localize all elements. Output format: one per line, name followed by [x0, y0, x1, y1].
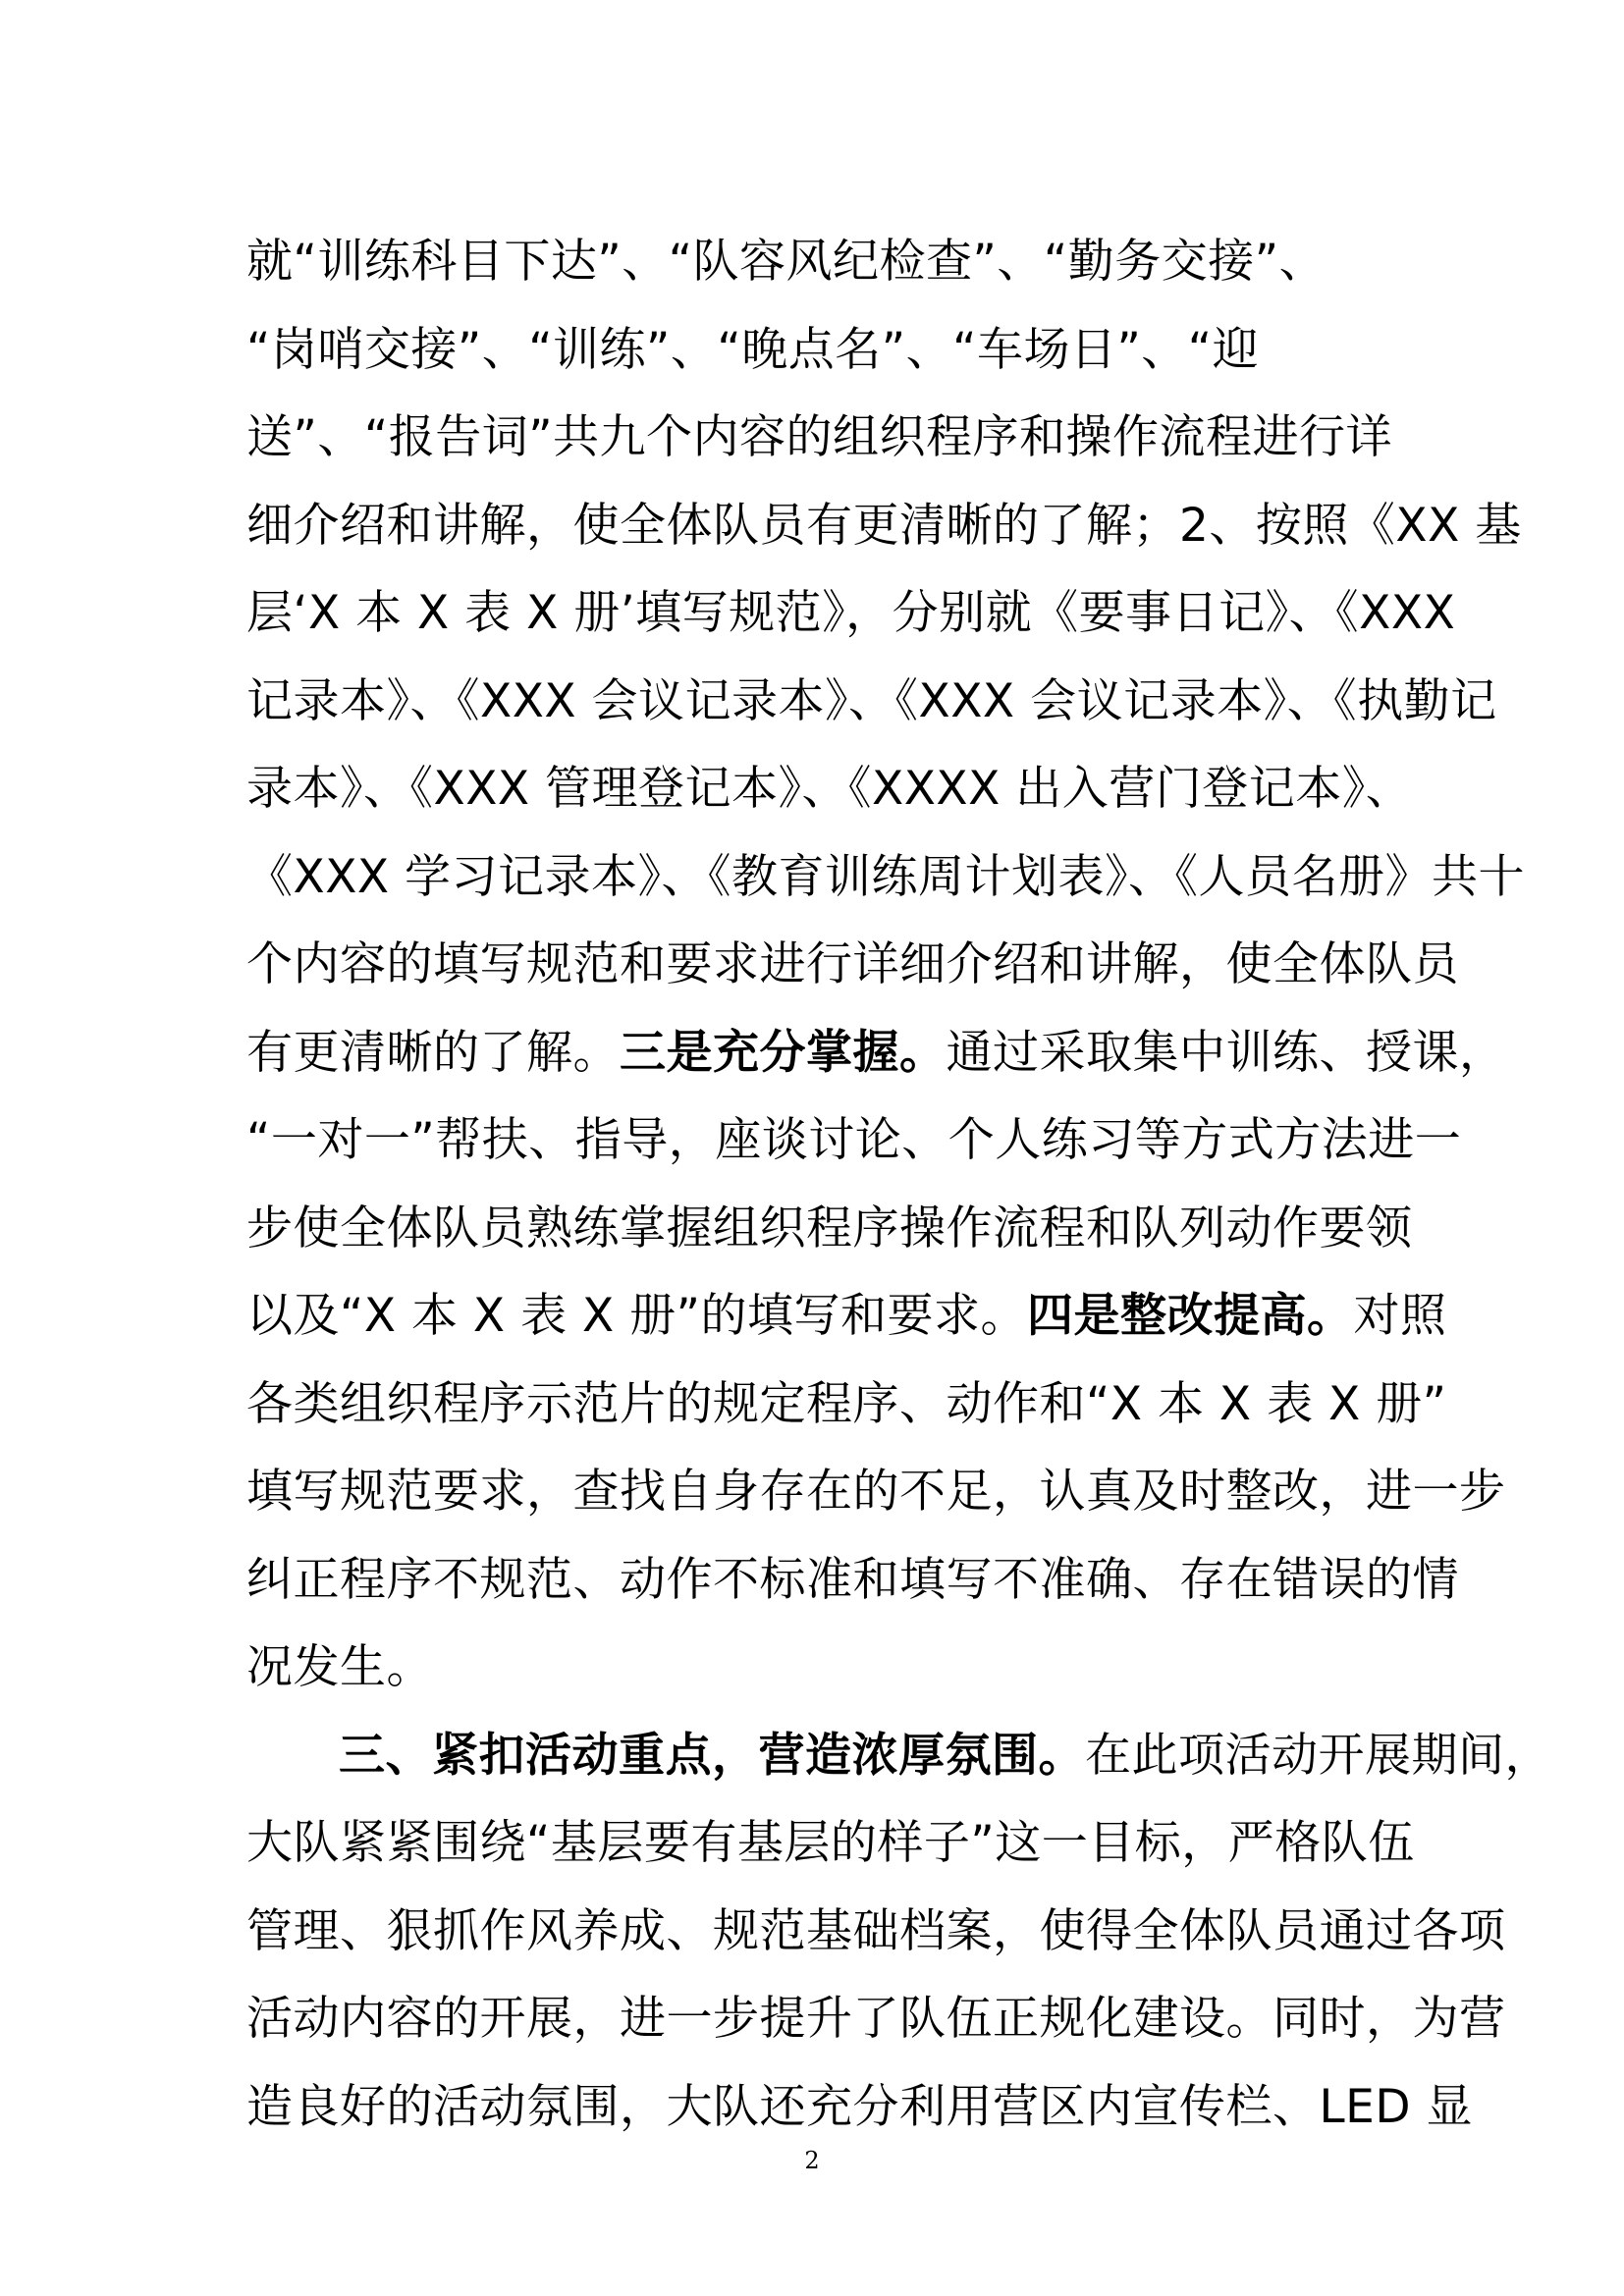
- text-line: [246, 1096, 1462, 1185]
- body-text: [246, 218, 1551, 2151]
- text-line: [246, 482, 1522, 570]
- text-line: [246, 833, 1526, 922]
- text-segment: 造良好的活动氛围，大队还充分利用营区内宣传栏、LED 显: [246, 2079, 1474, 2134]
- text-segment: 录本》、《XXX 管理登记本》、《XXXX 出入营门登记本》、: [246, 762, 1413, 816]
- text-segment: 况发生。: [246, 1640, 433, 1694]
- text-line: [246, 218, 1385, 306]
- bold-text: 三、紧扣活动重点，营造浓厚氛围。: [339, 1728, 1085, 1783]
- text-segment: 大队紧紧围绕“基层要有基层的样子”这一目标，严格队伍: [246, 1816, 1415, 1870]
- text-segment: 有更清晰的了解。: [246, 1025, 620, 1080]
- text-segment: 步使全体队员熟练掌握组织程序操作流程和队列动作要领: [246, 1201, 1413, 1255]
- text-segment: 《XXX 学习记录本》、《教育训练周计划表》、《人员名册》共十: [246, 849, 1526, 904]
- text-line: [246, 1624, 1385, 1712]
- text-line: [246, 1448, 1506, 1536]
- text-segment: 纠正程序不规范、动作不标准和填写不准确、存在错误的情: [246, 1552, 1459, 1607]
- text-line: [246, 306, 1385, 395]
- text-segment: 以及“X 本 X 表 X 册”的填写和要求。: [246, 1289, 1027, 1343]
- text-segment: 管理、狠抓作风养成、规范基础档案，使得全体队员通过各项: [246, 1903, 1506, 1958]
- text-line: [246, 1536, 1459, 1625]
- text-segment: 对照: [1353, 1289, 1447, 1343]
- text-segment: 就“训练科目下达”、“队容风纪检查”、“勤务交接”、: [246, 235, 1326, 289]
- text-segment: 细介绍和讲解，使全体队员有更清晰的了解；2、按照《XX 基: [246, 498, 1522, 553]
- text-segment: 个内容的填写规范和要求进行详细介绍和讲解，使全体队员: [246, 937, 1459, 991]
- text-line: [246, 569, 1456, 658]
- text-segment: 在此项活动开展期间，: [1085, 1728, 1551, 1783]
- text-line: [246, 1009, 1506, 1097]
- text-line: [246, 1888, 1506, 1976]
- text-line: [246, 1185, 1413, 1273]
- text-line: [246, 658, 1497, 746]
- text-segment: 送”、“报告词”共九个内容的组织程序和操作流程进行详: [246, 410, 1393, 464]
- text-segment: “岗哨交接”、“训练”、“晚点名”、“车场日”、“迎: [246, 322, 1260, 377]
- text-segment: 记录本》、《XXX 会议记录本》、《XXX 会议记录本》、《执勤记: [246, 673, 1497, 728]
- text-segment: 通过采取集中训练、授课，: [946, 1025, 1506, 1080]
- text-line: [246, 1975, 1506, 2063]
- text-line: [246, 1799, 1415, 1888]
- text-line: [246, 921, 1459, 1009]
- text-segment: 层‘X 本 X 表 X 册’填写规范》，分别就《要事日记》、《XXX: [246, 586, 1456, 640]
- text-line: [246, 394, 1393, 482]
- bold-text: 三是充分掌握。: [620, 1025, 947, 1080]
- page-number: 2: [804, 2147, 820, 2174]
- bold-text: 四是整改提高。: [1027, 1289, 1354, 1343]
- text-line: [246, 2063, 1474, 2152]
- text-segment: 填写规范要求，查找自身存在的不足，认真及时整改，进一步: [246, 1465, 1506, 1519]
- text-line: [246, 1272, 1447, 1361]
- text-line: [246, 1361, 1447, 1449]
- text-segment: 活动内容的开展，进一步提升了队伍正规化建设。同时，为营: [246, 1992, 1506, 2046]
- text-segment: “一对一”帮扶、指导，座谈讨论、个人练习等方式方法进一: [246, 1113, 1462, 1167]
- text-line: [246, 1712, 1551, 1800]
- text-segment: 各类组织程序示范片的规定程序、动作和“X 本 X 表 X 册”: [246, 1376, 1447, 1431]
- text-line: [246, 745, 1413, 833]
